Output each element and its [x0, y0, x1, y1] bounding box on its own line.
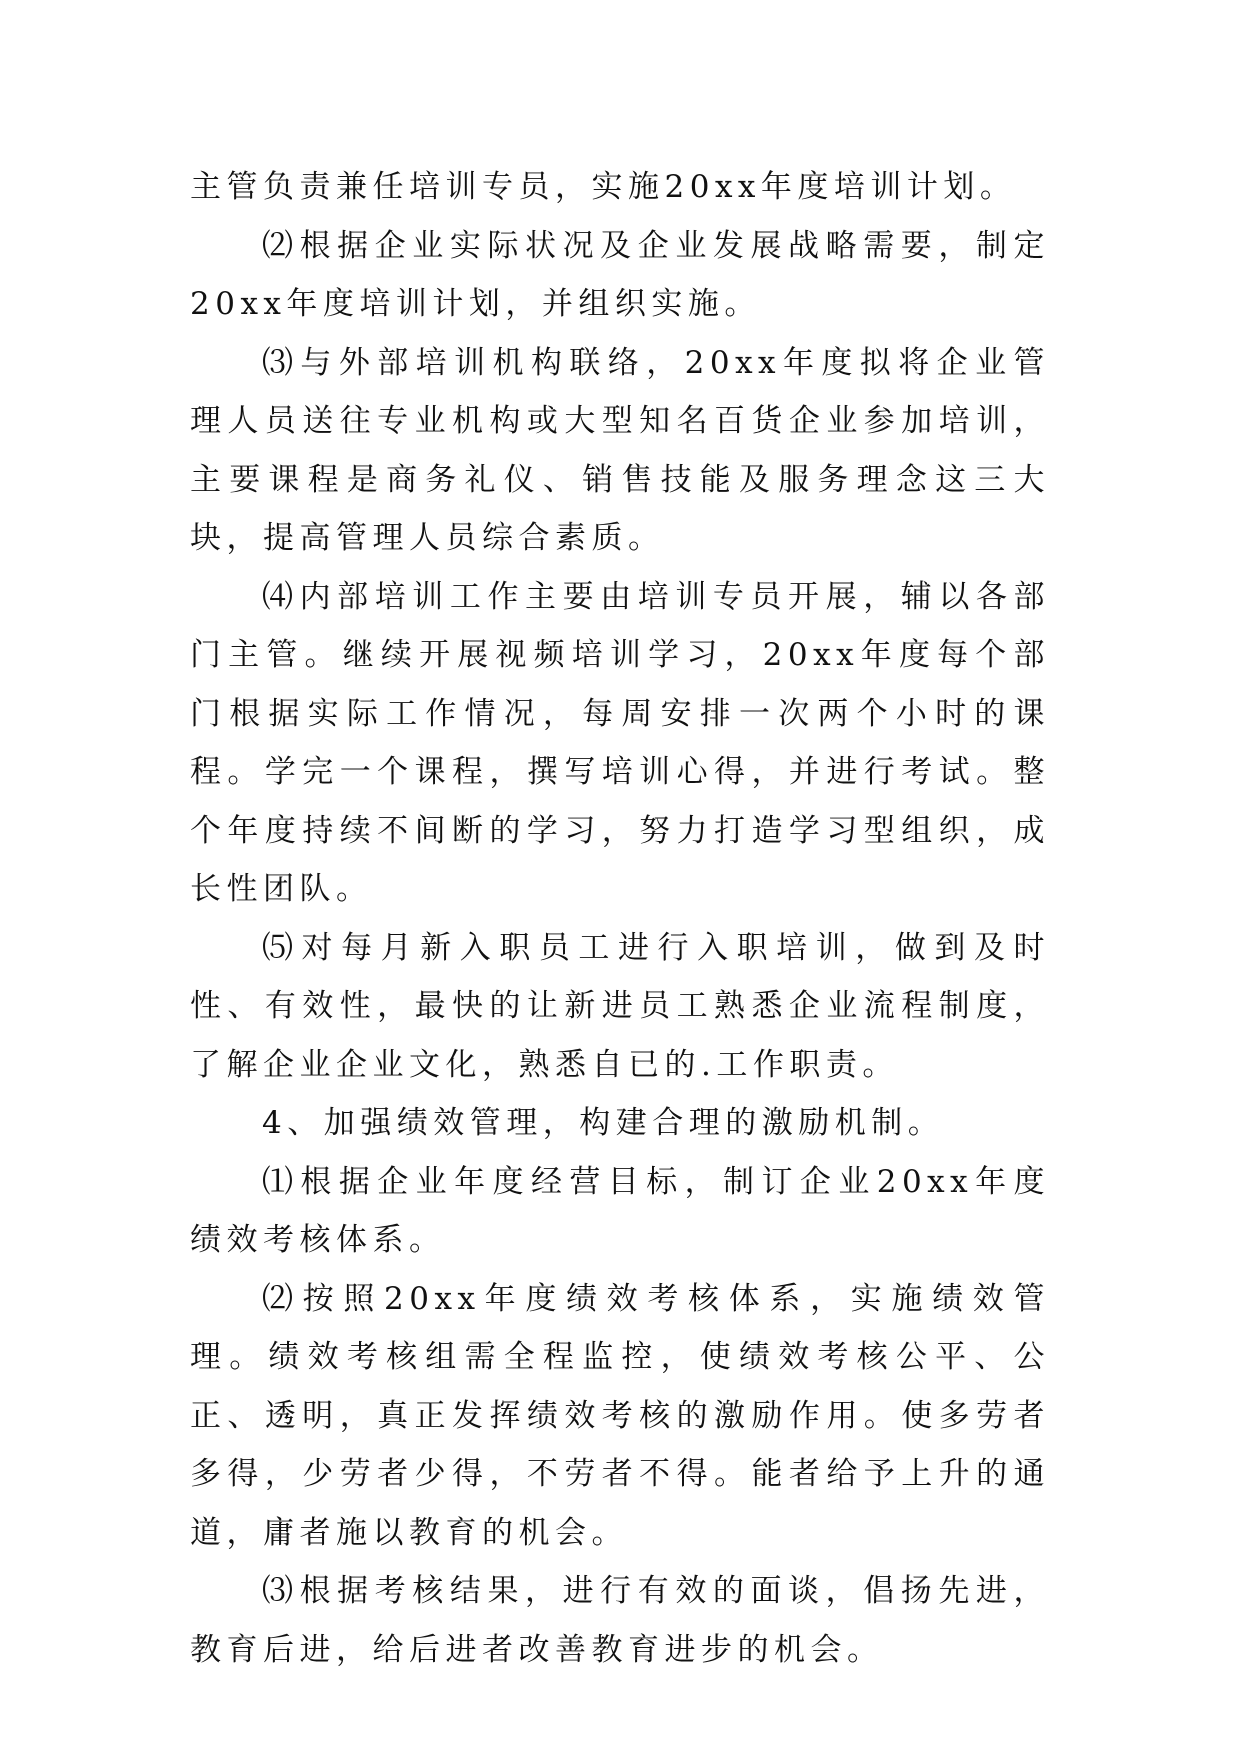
paragraph-3: ⑶与外部培训机构联络，20xx年度拟将企业管理人员送往专业机构或大型知名百货企业参加培训，主要课程是商务礼仪、销售技能及服务理念这三大块，提高管理人员综合素质。 — [190, 344, 1050, 556]
document-body — [190, 158, 1050, 1679]
paragraph-9: ⑶根据考核结果，进行有效的面谈，倡扬先进，教育后进，给后进者改善教育进步的机会。 — [190, 1573, 1050, 1668]
paragraph-2: ⑵根据企业实际状况及企业发展战略需要，制定20xx年度培训计划，并组织实施。 — [190, 227, 1050, 322]
paragraph-7: ⑴根据企业年度经营目标，制订企业20xx年度绩效考核体系。 — [190, 1163, 1050, 1258]
paragraph-4: ⑷内部培训工作主要由培训专员开展，辅以各部门主管。继续开展视频培训学习，20xx年度每个部门根据实际工作情况，每周安排一次两个小时的课程。学完一个课程，撰写培训心得，并进行考试。整个年度持续不间断的学习，努力打造学习型组织，成长性团队。 — [190, 578, 1050, 907]
paragraph-5: ⑸对每月新入职员工进行入职培训，做到及时性、有效性，最快的让新进员工熟悉企业流程制度，了解企业企业文化，熟悉自已的.工作职责。 — [190, 929, 1050, 1083]
paragraph-8: ⑵按照20xx年度绩效考核体系，实施绩效管理。绩效考核组需全程监控，使绩效考核公平、公正、透明，真正发挥绩效考核的激励作用。使多劳者多得，少劳者少得，不劳者不得。能者给予上升的通道，庸者施以教育的机会。 — [190, 1280, 1050, 1551]
paragraph-1: 主管负责兼任培训专员，实施20xx年度培训计划。 — [190, 169, 1017, 205]
section-heading-4: 4、加强绩效管理，构建合理的激励机制。 — [262, 1105, 945, 1141]
